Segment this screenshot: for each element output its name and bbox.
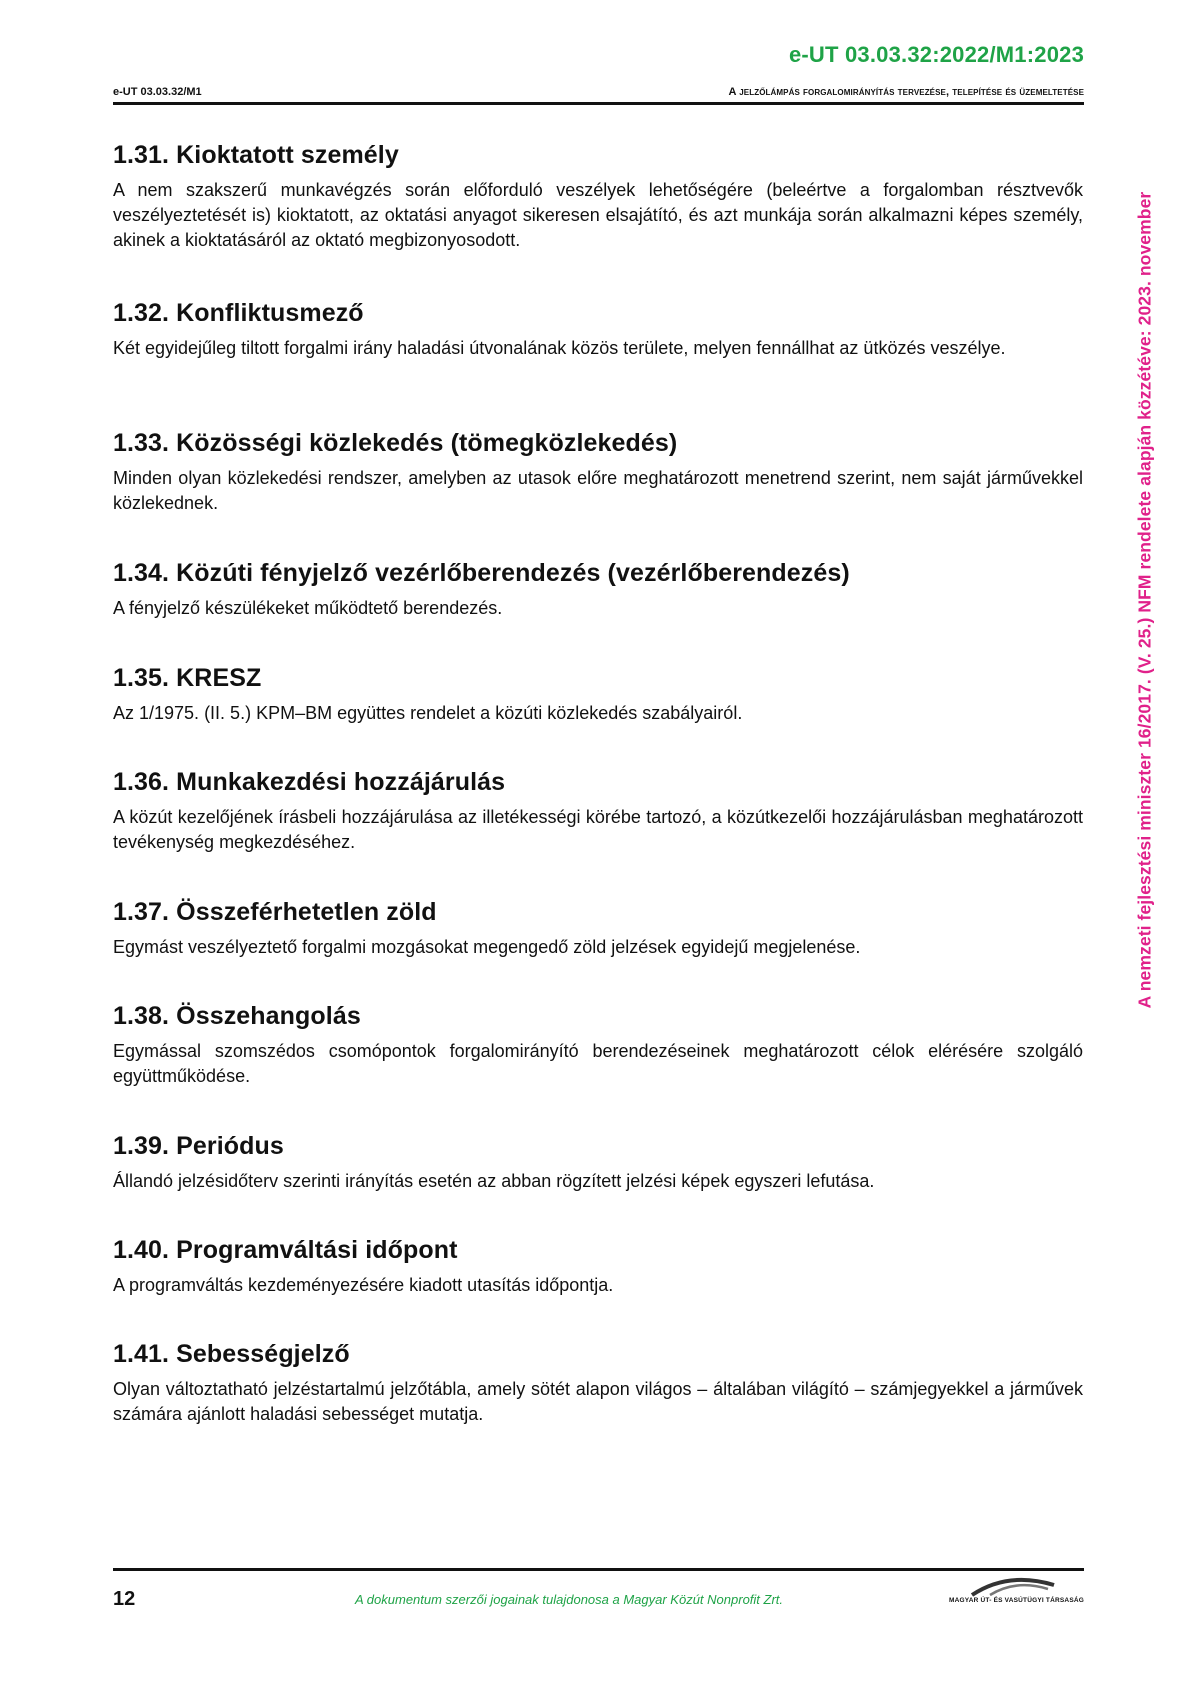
running-header bbox=[113, 84, 1084, 105]
section-text: A közút kezelőjének írásbeli hozzájárulása az illetékességi körébe tartozó, a közútkezelői hozzájárulásban meghatározott tevékenység megkezdéséhez. bbox=[113, 807, 1083, 852]
definition-section bbox=[113, 1001, 1083, 1089]
road-arc-icon bbox=[968, 1575, 1058, 1597]
section-heading: 1.40. Programváltási időpont bbox=[113, 1236, 458, 1264]
running-header-code: e-UT 03.03.32/M1 bbox=[113, 86, 202, 98]
section-heading: 1.37. Összeférhetetlen zöld bbox=[113, 898, 437, 926]
section-heading: 1.41. Sebességjelző bbox=[113, 1340, 350, 1368]
definition-section bbox=[113, 298, 1083, 361]
section-text: Minden olyan közlekedési rendszer, amelyben az utasok előre meghatározott menetrend szerint, nem saját járművekkel közlekednek. bbox=[113, 468, 1083, 513]
section-text: Állandó jelzésidőterv szerinti irányítás esetén az abban rögzített jelzési képek egyszeri lefutása. bbox=[113, 1171, 875, 1191]
society-logo bbox=[934, 1575, 1084, 1611]
section-heading: 1.33. Közösségi közlekedés (tömegközlekedés) bbox=[113, 429, 678, 457]
section-heading: 1.31. Kioktatott személy bbox=[113, 141, 399, 169]
logo-text: MAGYAR ÚT- ÉS VASÚTÜGYI TÁRSASÁG bbox=[949, 1597, 1084, 1604]
section-heading: 1.36. Munkakezdési hozzájárulás bbox=[113, 768, 506, 796]
section-text: A fényjelző készülékeket működtető berendezés. bbox=[113, 598, 503, 618]
document-code: e-UT 03.03.32:2022/M1:2023 bbox=[788, 42, 1084, 67]
publication-side-note-text: A nemzeti fejlesztési miniszter 16/2017. (V. 25.) NFM rendelete alapján közzétéve: 2023. november bbox=[1134, 191, 1155, 1009]
section-text: Az 1/1975. (II. 5.) KPM–BM együttes rendelet a közúti közlekedés szabályairól. bbox=[113, 703, 743, 723]
definition-section bbox=[113, 897, 1083, 960]
definition-section bbox=[113, 140, 1083, 253]
definition-section bbox=[113, 663, 1083, 726]
running-header-title: A jelzőlámpás forgalomirányítás tervezése, telepítése és üzemeltetése bbox=[728, 86, 1084, 98]
section-text: A nem szakszerű munkavégzés során előforduló veszélyek lehetőségére (beleértve a forgalomban résztvevők veszélyeztetését is) kioktatott, az oktatási anyagot sikeresen elsajátító, és azt munkája során alkalmazni képes személy, akinek a kioktatásáról az oktató megbizonyosodott. bbox=[113, 180, 1083, 250]
definition-section bbox=[113, 767, 1083, 855]
section-heading: 1.32. Konfliktusmező bbox=[113, 299, 364, 327]
page-number: 12 bbox=[113, 1588, 136, 1610]
definition-section bbox=[113, 1235, 1083, 1298]
section-heading: 1.35. KRESZ bbox=[113, 664, 262, 692]
section-text: Olyan változtatható jelzéstartalmú jelzőtábla, amely sötét alapon világos – általában világító – számjegyekkel a járművek számára ajánlott haladási sebességet mutatja. bbox=[113, 1379, 1083, 1424]
definition-section bbox=[113, 428, 1083, 516]
footer-divider bbox=[113, 1568, 1084, 1571]
definition-section bbox=[113, 1131, 1083, 1194]
section-heading: 1.38. Összehangolás bbox=[113, 1002, 361, 1030]
definition-section bbox=[113, 1339, 1083, 1427]
section-text: Két egyidejűleg tiltott forgalmi irány haladási útvonalának közös területe, melyen fennállhat az ütközés veszélye. bbox=[113, 338, 1006, 358]
section-heading: 1.39. Periódus bbox=[113, 1132, 284, 1160]
section-text: Egymással szomszédos csomópontok forgalomirányító berendezéseinek meghatározott célok elérésére szolgáló együttműködése. bbox=[113, 1041, 1083, 1086]
section-heading: 1.34. Közúti fényjelző vezérlőberendezés (vezérlőberendezés) bbox=[113, 559, 850, 587]
definition-section bbox=[113, 558, 1083, 621]
section-text: A programváltás kezdeményezésére kiadott utasítás időpontja. bbox=[113, 1275, 614, 1295]
copyright-notice: A dokumentum szerzői jogainak tulajdonosa a Magyar Közút Nonprofit Zrt. bbox=[355, 1592, 784, 1607]
section-text: Egymást veszélyeztető forgalmi mozgásokat megengedő zöld jelzések egyidejű megjelenése. bbox=[113, 937, 861, 957]
